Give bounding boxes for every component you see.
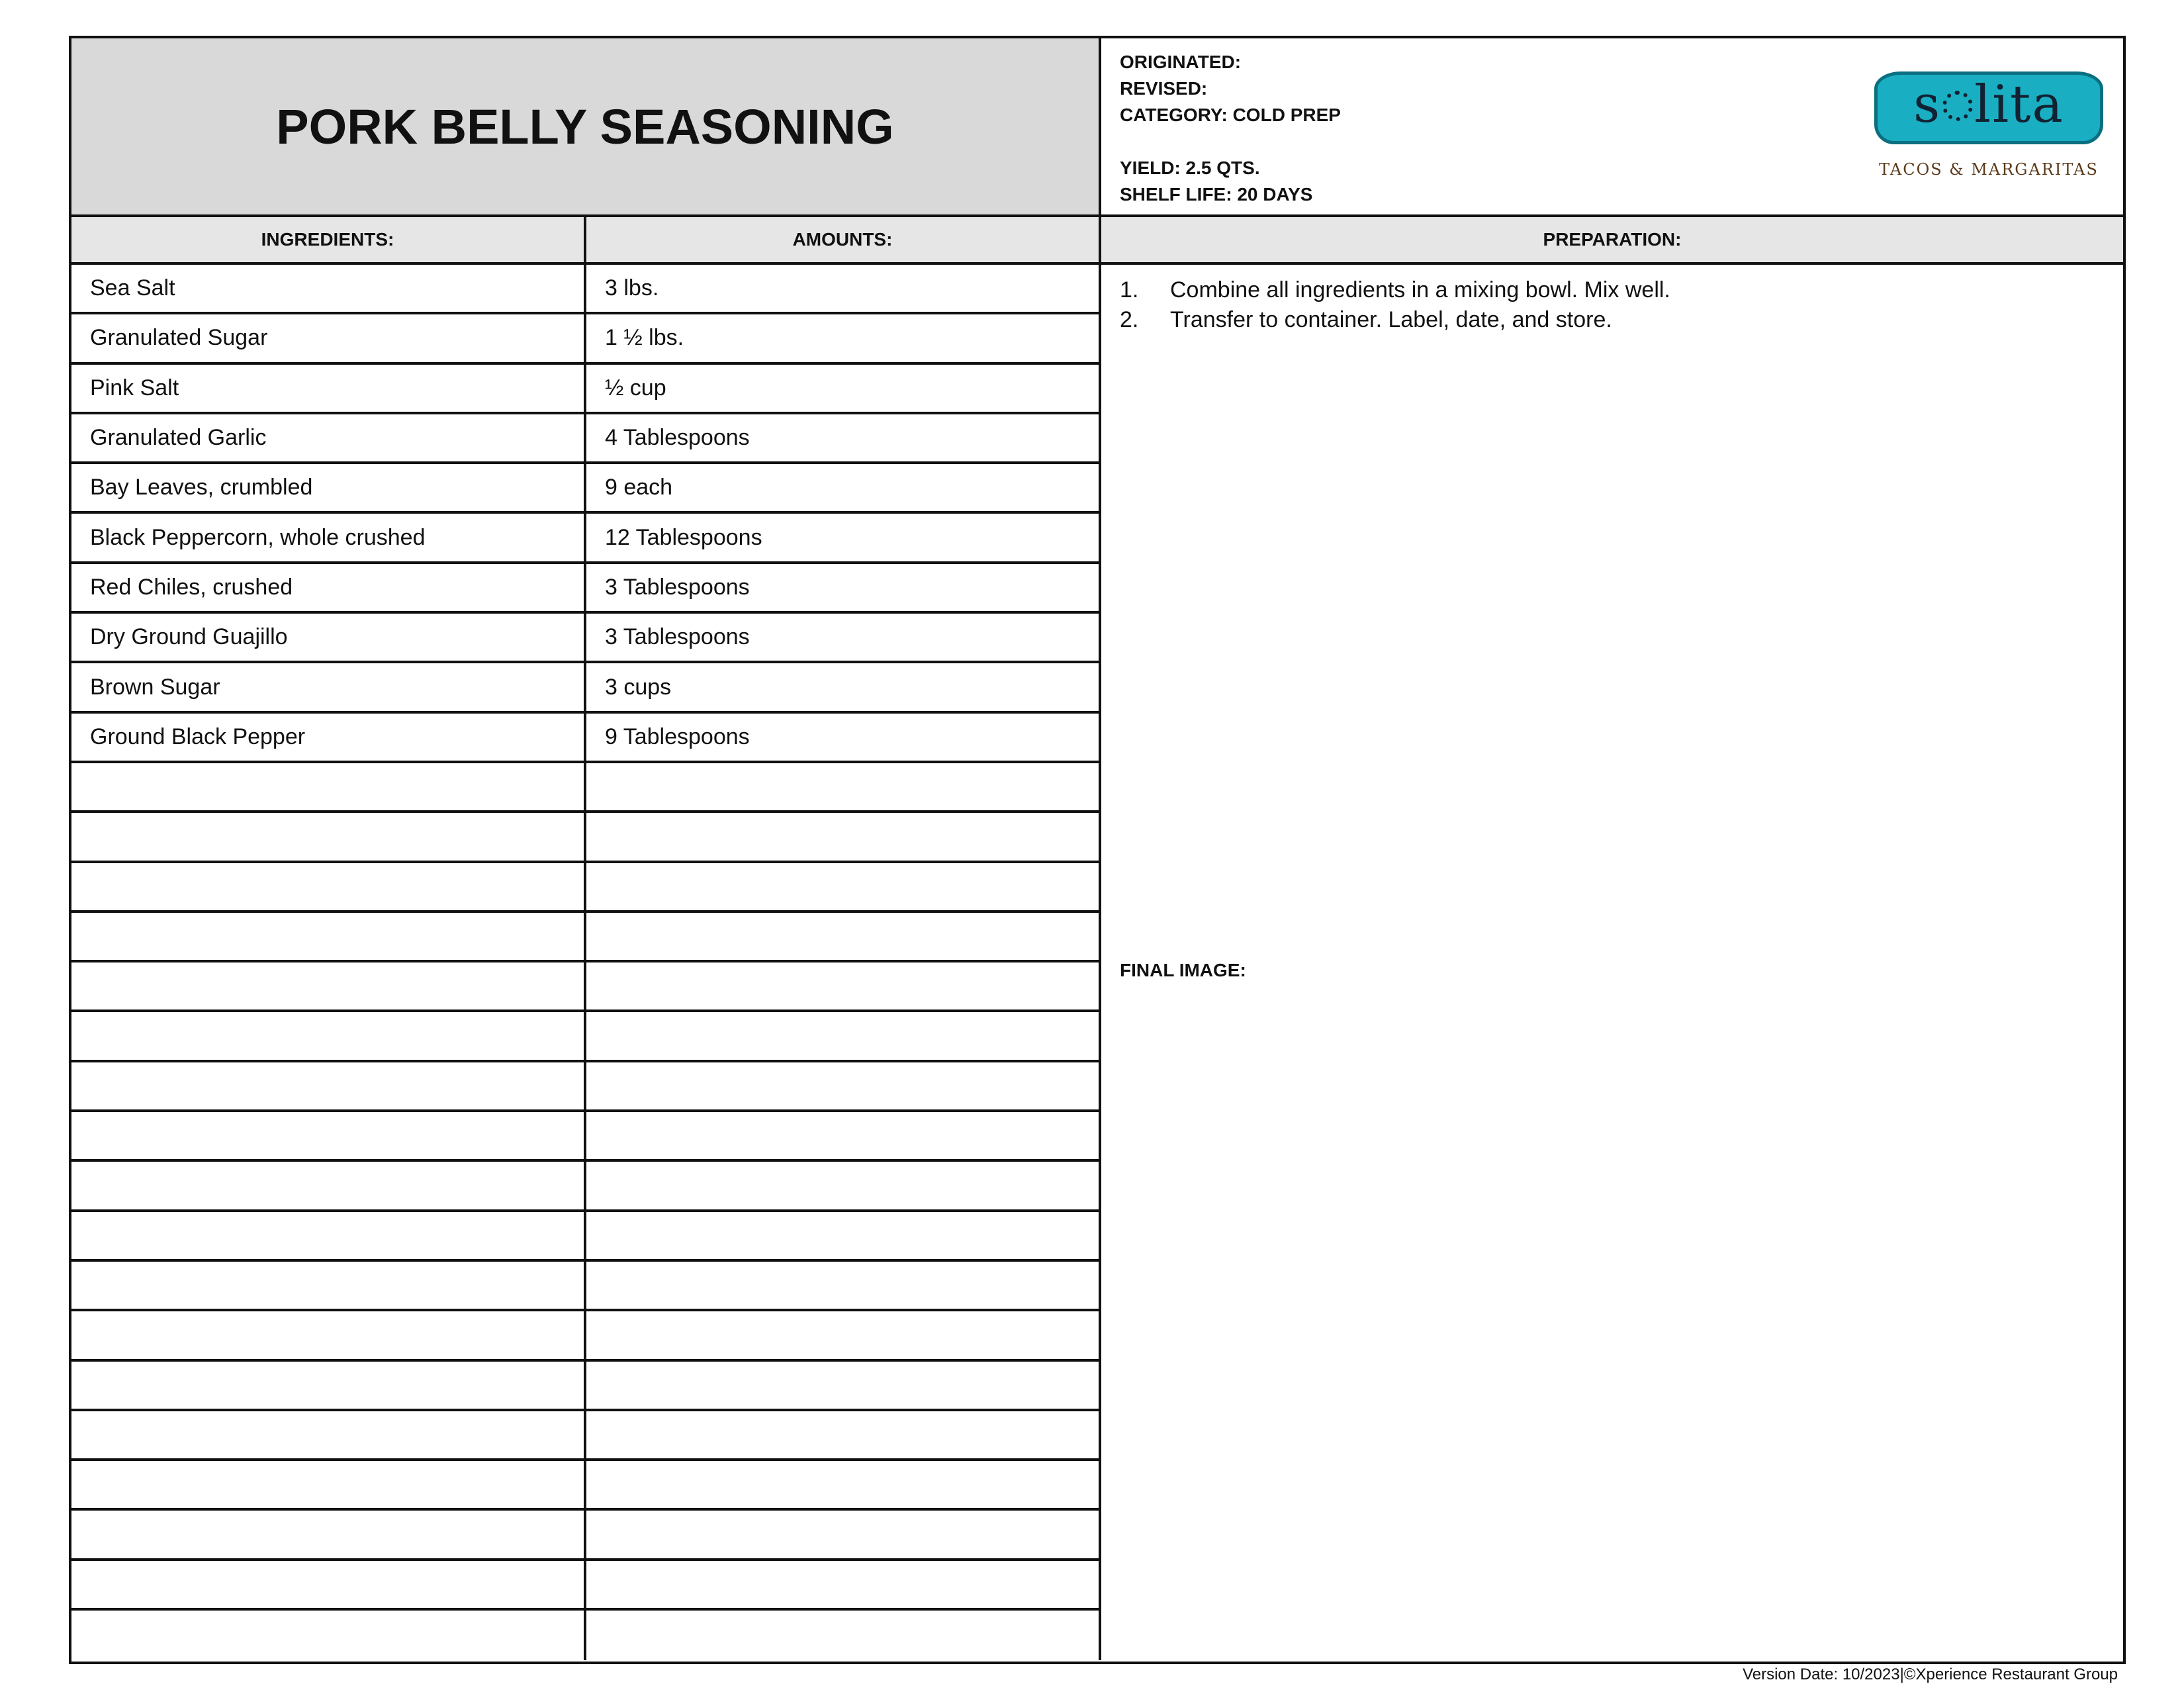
logo-tagline: TACOS & MARGARITAS: [1879, 160, 2099, 179]
amount-cell: [586, 763, 1099, 813]
ingredient-cell: [71, 1112, 584, 1162]
amount-cell: [586, 1311, 1099, 1361]
step-text: Combine all ingredients in a mixing bowl. Mix well.: [1170, 277, 1670, 303]
step-number: 2.: [1120, 307, 1139, 332]
ingredients-header: INGREDIENTS:: [71, 217, 586, 265]
ingredient-cell: Pink Salt: [71, 365, 584, 414]
ingredient-cell: [71, 863, 584, 913]
ingredient-cell: [71, 763, 584, 813]
preparation-step: [1120, 275, 2123, 305]
amount-cell: [586, 1162, 1099, 1211]
ingredients-column: [71, 265, 586, 1660]
ingredient-cell: [71, 1511, 584, 1560]
amount-cell: [586, 1411, 1099, 1461]
ingredient-cell: Dry Ground Guajillo: [71, 614, 584, 663]
step-text: Transfer to container. Label, date, and store.: [1170, 307, 1612, 332]
ingredient-cell: [71, 913, 584, 962]
amount-cell: [586, 962, 1099, 1012]
amount-cell: [586, 1062, 1099, 1112]
sun-icon: [1942, 91, 1973, 121]
amounts-header: AMOUNTS:: [586, 217, 1101, 265]
recipe-title: PORK BELLY SEASONING: [276, 99, 894, 154]
amount-cell: [586, 1461, 1099, 1511]
preparation-steps: [1120, 275, 2123, 335]
ingredient-cell: [71, 1411, 584, 1461]
ingredient-cell: [71, 1561, 584, 1611]
recipe-sheet: [69, 36, 2126, 1664]
ingredient-cell: Red Chiles, crushed: [71, 564, 584, 614]
ingredient-cell: [71, 1062, 584, 1112]
ingredient-cell: Bay Leaves, crumbled: [71, 464, 584, 514]
amount-cell: 3 Tablespoons: [586, 564, 1099, 614]
ingredient-cell: [71, 1212, 584, 1262]
revised-field: REVISED:: [1120, 78, 1208, 99]
ingredient-cell: [71, 1362, 584, 1411]
shelf-life-field: SHELF LIFE: 20 DAYS: [1120, 184, 1313, 205]
amount-cell: 1 ½ lbs.: [586, 314, 1099, 364]
amount-cell: [586, 1362, 1099, 1411]
ingredient-cell: [71, 1012, 584, 1062]
amount-cell: [586, 1212, 1099, 1262]
amount-cell: ½ cup: [586, 365, 1099, 414]
ingredient-cell: [71, 1162, 584, 1211]
ingredient-cell: Sea Salt: [71, 265, 584, 314]
amount-cell: [586, 1561, 1099, 1611]
amount-cell: [586, 1611, 1099, 1660]
amount-cell: [586, 1262, 1099, 1311]
originated-field: ORIGINATED:: [1120, 52, 1242, 72]
title-cell: [71, 38, 1101, 217]
ingredient-cell: [71, 1311, 584, 1361]
preparation-panel: [1101, 265, 2123, 1662]
preparation-step: [1120, 305, 2123, 335]
amount-cell: 4 Tablespoons: [586, 414, 1099, 464]
amount-cell: [586, 863, 1099, 913]
amounts-column: [586, 265, 1101, 1660]
amount-cell: 9 Tablespoons: [586, 714, 1099, 763]
ingredient-cell: Black Peppercorn, whole crushed: [71, 514, 584, 563]
amount-cell: 3 Tablespoons: [586, 614, 1099, 663]
amount-cell: 3 cups: [586, 663, 1099, 713]
logo-badge: s lita: [1874, 71, 2103, 144]
recipe-meta: [1101, 38, 2123, 217]
amount-cell: [586, 1511, 1099, 1560]
final-image-label: FINAL IMAGE:: [1120, 960, 1246, 980]
yield-field: YIELD: 2.5 QTS.: [1120, 158, 1260, 178]
ingredient-cell: Brown Sugar: [71, 663, 584, 713]
ingredient-cell: [71, 813, 584, 863]
version-footer: Version Date: 10/2023|©Xperience Restaurant Group: [1743, 1665, 2118, 1683]
preparation-header: PREPARATION:: [1101, 217, 2123, 265]
amount-cell: 12 Tablespoons: [586, 514, 1099, 563]
amount-cell: 9 each: [586, 464, 1099, 514]
solita-logo: [1870, 71, 2114, 191]
ingredient-cell: Ground Black Pepper: [71, 714, 584, 763]
category-field: CATEGORY: COLD PREP: [1120, 105, 1341, 125]
ingredient-cell: Granulated Sugar: [71, 314, 584, 364]
step-number: 1.: [1120, 277, 1139, 303]
amount-cell: [586, 1112, 1099, 1162]
ingredient-cell: [71, 1461, 584, 1511]
ingredient-cell: [71, 1262, 584, 1311]
amount-cell: [586, 913, 1099, 962]
ingredient-cell: [71, 962, 584, 1012]
amount-cell: 3 lbs.: [586, 265, 1099, 314]
ingredient-cell: [71, 1611, 584, 1660]
ingredient-cell: Granulated Garlic: [71, 414, 584, 464]
amount-cell: [586, 813, 1099, 863]
amount-cell: [586, 1012, 1099, 1062]
